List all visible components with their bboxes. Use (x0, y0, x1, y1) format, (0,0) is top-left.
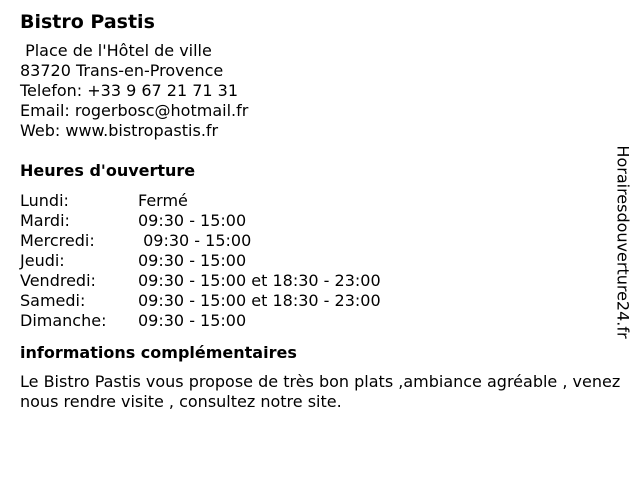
hours-time: 09:30 - 15:00 (138, 211, 247, 230)
hours-time: 09:30 - 15:00 (138, 251, 247, 270)
opening-hours-table (20, 191, 610, 331)
phone-number: Telefon: +33 9 67 21 71 31 (20, 81, 239, 100)
additional-info-heading: informations complémentaires (20, 343, 297, 362)
hours-time: 09:30 - 15:00 (138, 311, 247, 330)
opening-hours-heading: Heures d'ouverture (20, 161, 196, 180)
site-watermark: Horairesdouverture24.fr (613, 145, 633, 339)
hours-row (20, 211, 610, 231)
hours-row (20, 191, 610, 211)
hours-time: 09:30 - 15:00 et 18:30 - 23:00 (138, 291, 381, 310)
hours-row (20, 231, 610, 251)
address-street: Place de l'Hôtel de ville (20, 41, 212, 60)
hours-day: Dimanche: (20, 311, 107, 330)
hours-row (20, 271, 610, 291)
business-name: Bistro Pastis (20, 11, 155, 33)
email-address: Email: rogerbosc@hotmail.fr (20, 101, 249, 120)
hours-time: Fermé (138, 191, 188, 210)
business-card (20, 9, 621, 412)
address-city: 83720 Trans-en-Provence (20, 61, 224, 80)
hours-row (20, 291, 610, 311)
hours-row (20, 311, 610, 331)
hours-day: Vendredi: (20, 271, 96, 290)
hours-time: 09:30 - 15:00 (138, 231, 252, 250)
hours-day: Samedi: (20, 291, 86, 310)
website: Web: www.bistropastis.fr (20, 121, 219, 140)
hours-time: 09:30 - 15:00 et 18:30 - 23:00 (138, 271, 381, 290)
hours-day: Lundi: (20, 191, 69, 210)
hours-day: Jeudi: (20, 251, 65, 270)
hours-day: Mercredi: (20, 231, 95, 250)
additional-info-text: Le Bistro Pastis vous propose de très bon plats ,ambiance agréable , venez nous rendre visite , consultez notre site. (20, 372, 621, 411)
hours-row (20, 251, 610, 271)
hours-day: Mardi: (20, 211, 70, 230)
